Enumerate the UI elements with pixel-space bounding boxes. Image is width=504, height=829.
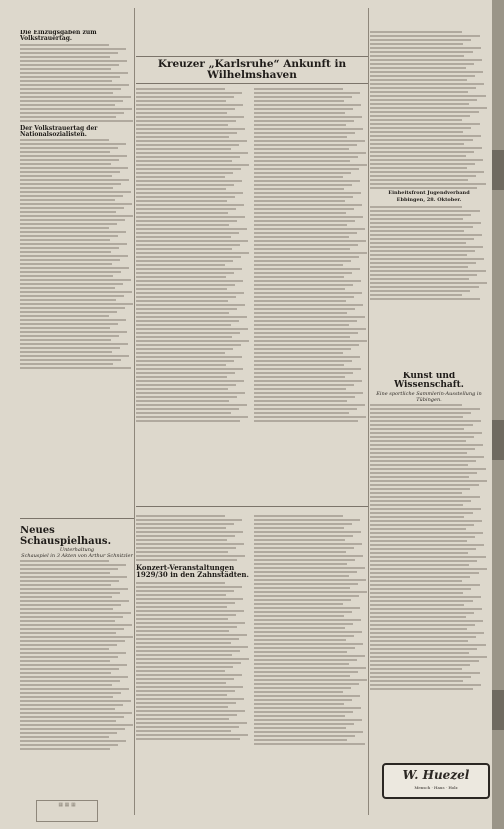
text-column <box>136 87 250 424</box>
text-column <box>136 514 250 747</box>
column-left-lower <box>20 526 134 816</box>
notice-heading: Einheitsfront Jugendverband <box>388 190 470 196</box>
column-center <box>136 56 368 496</box>
column-center-lower <box>136 514 368 814</box>
article-subheading: Schauspiel in 3 Akten von Arthur Schnitzler <box>21 553 133 559</box>
article-body <box>20 139 134 369</box>
article-body <box>370 31 488 189</box>
text-column <box>254 514 368 747</box>
column-left <box>20 30 134 510</box>
article-body <box>136 582 250 740</box>
article-subheading: Unterhaltung <box>59 547 95 553</box>
article-body <box>370 404 488 690</box>
column-right-lower <box>370 372 488 762</box>
advertisement-logo <box>382 763 490 799</box>
column-divider <box>368 8 369 815</box>
article-body <box>20 560 134 750</box>
article-subheading: Eine sportliche Sammlerin-Ausstellung in Tübingen. <box>376 390 482 403</box>
rule <box>20 518 134 519</box>
article-heading: Der Volkstrauertag der Nationalsozialisten. <box>20 124 98 138</box>
article-heading: Konzert-Veranstaltungen 1929/30 in den Zahnstädten. <box>136 563 249 580</box>
library-stamp: ▦ ▦ ▦ <box>36 800 98 822</box>
logo-tagline: Mensch · Haus · Holz <box>414 785 458 790</box>
dateline: Ebbingen, 28. Oktober. <box>396 197 462 204</box>
text-column <box>254 87 368 424</box>
column-divider <box>134 8 135 815</box>
rule <box>136 506 368 507</box>
article-body <box>136 515 250 561</box>
scan-edge-band <box>492 0 504 829</box>
article-body <box>136 514 368 747</box>
article-heading: Die Einzugsgaben zum Volkstrauertag. <box>20 30 97 43</box>
article-heading: Kunst und Wissenschaft. <box>394 372 464 391</box>
column-right <box>370 30 488 360</box>
article-heading: Neues Schauspielhaus. <box>20 526 112 547</box>
article-body <box>136 87 368 424</box>
logo-name: W. Huezel <box>402 768 470 782</box>
article-body <box>20 44 134 122</box>
article-body <box>370 206 488 300</box>
article-heading: Kreuzer „Karlsruhe“ Ankunft in Wilhelmshaven <box>136 56 368 84</box>
